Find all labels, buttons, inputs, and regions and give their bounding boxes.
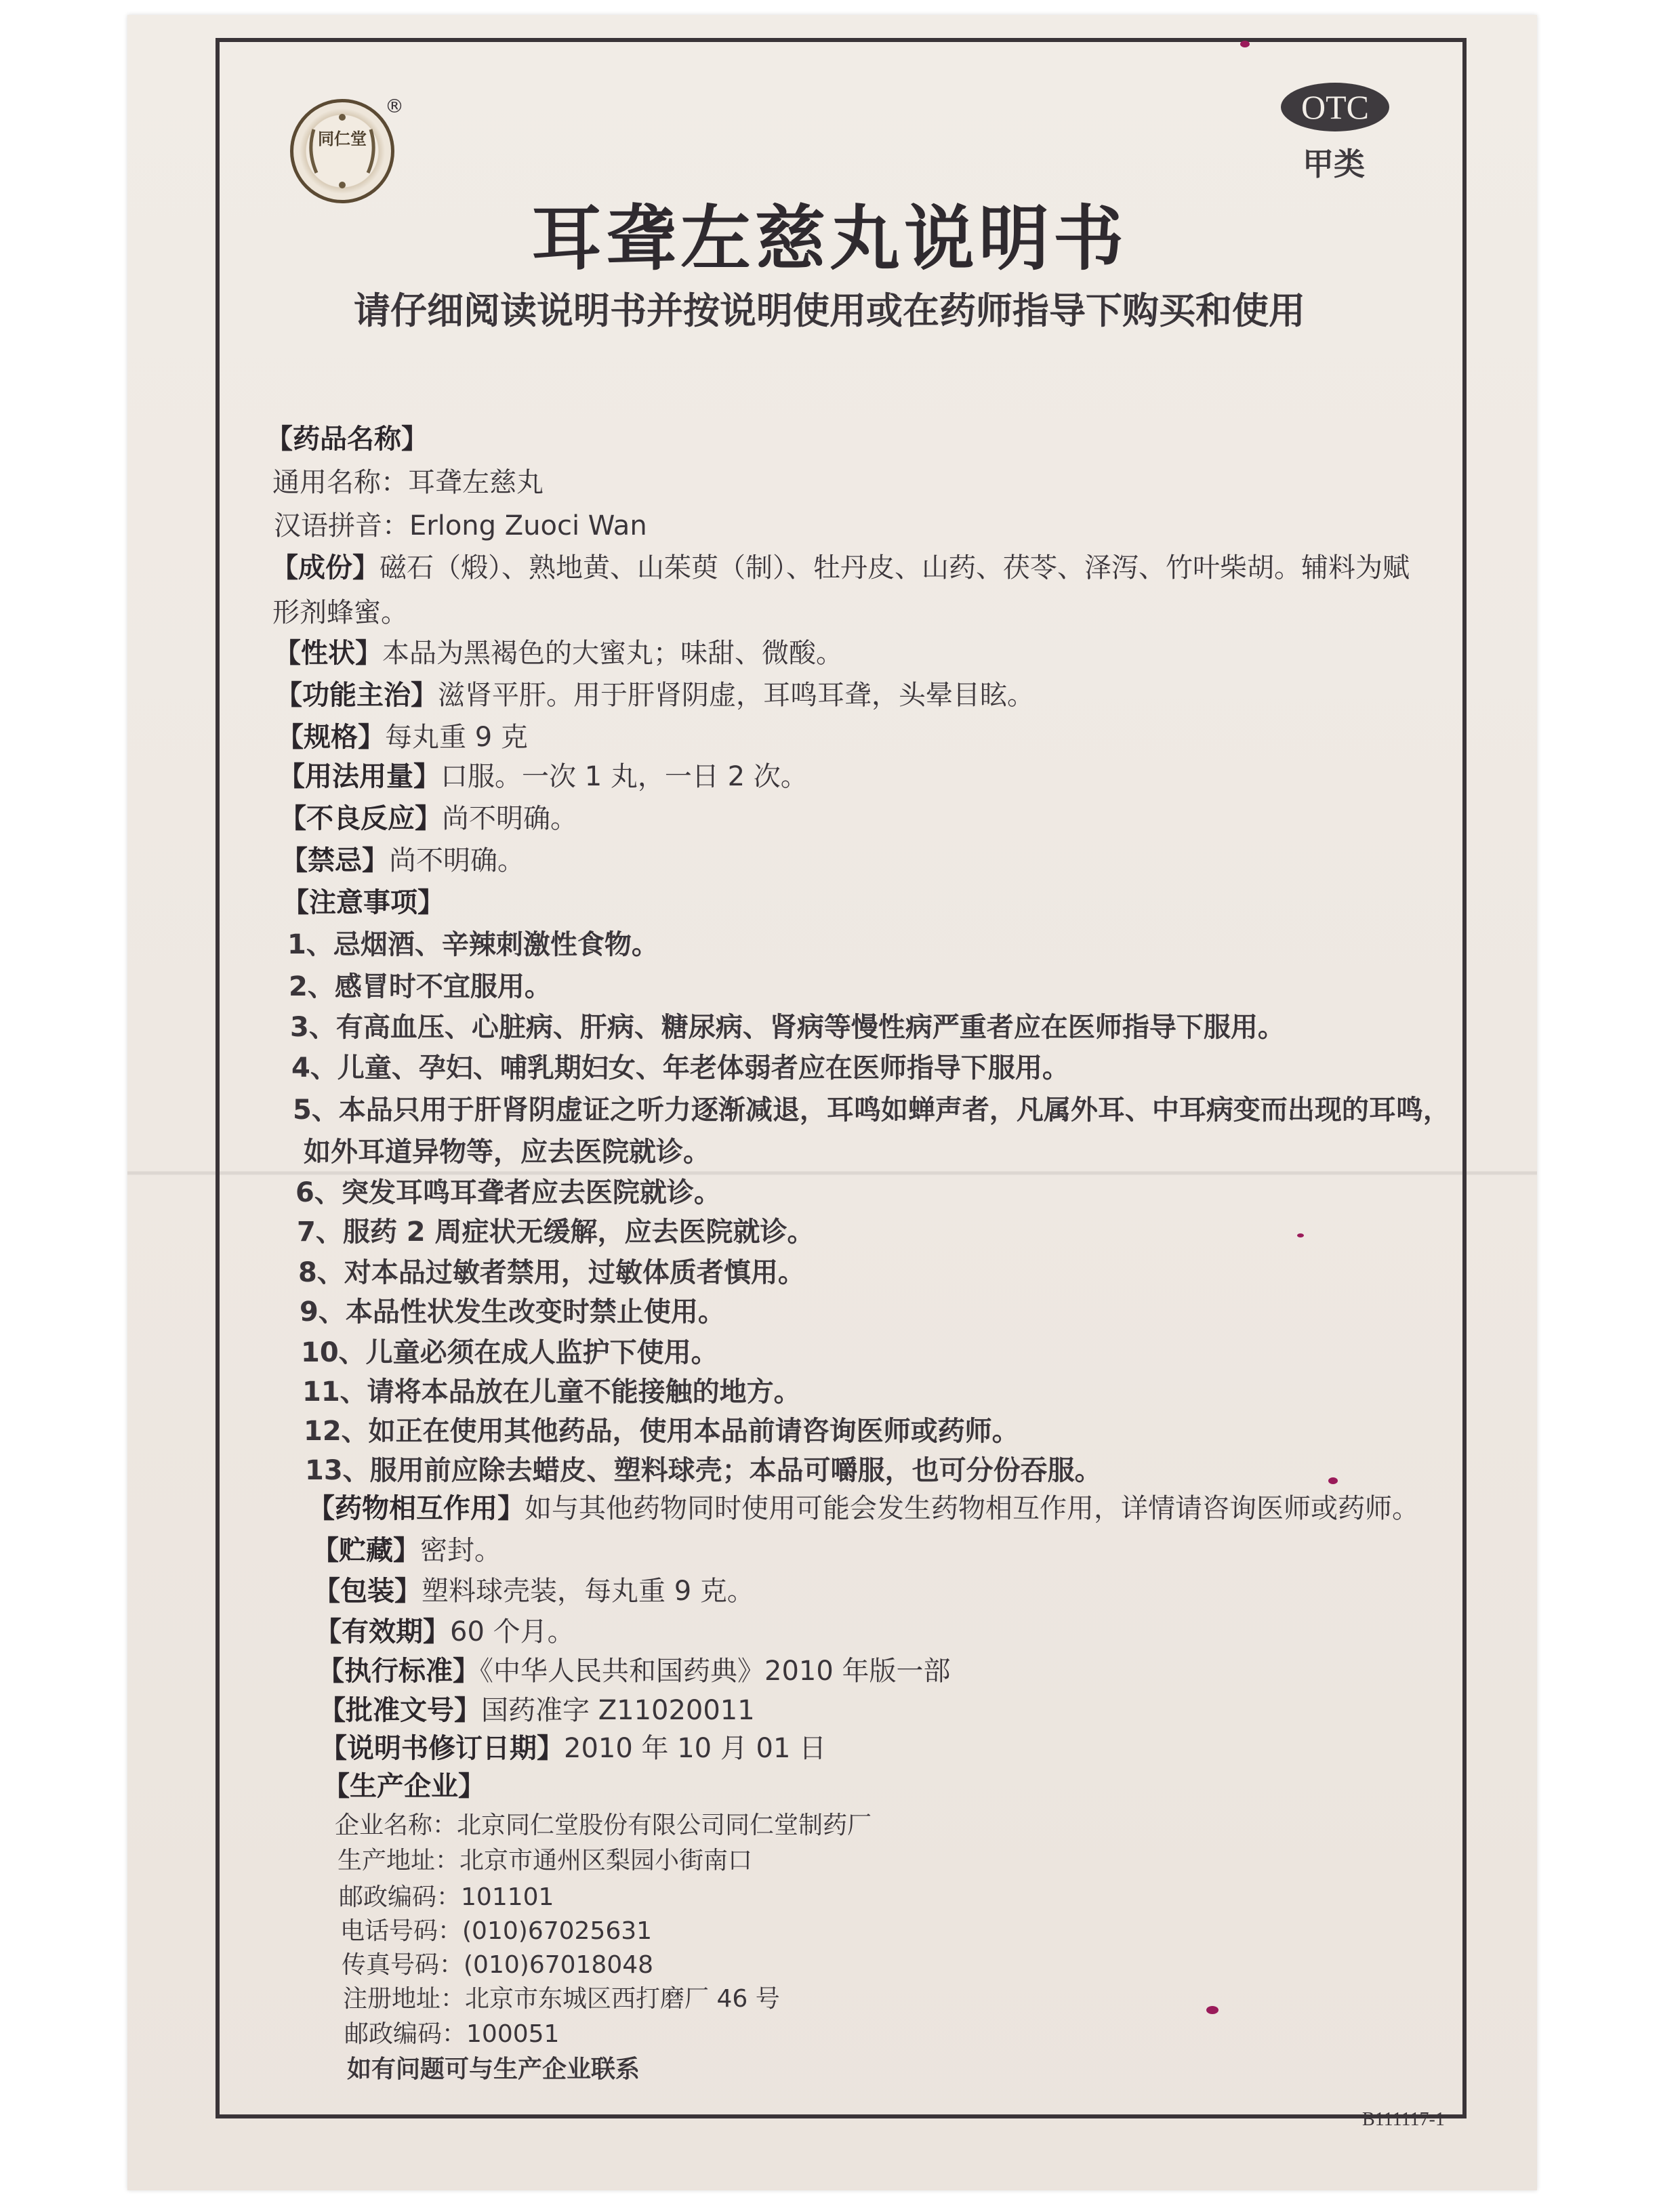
field-label: 邮政编码： [339,1883,462,1911]
section-character [274,640,843,667]
section-text: 磁石（煅）、熟地黄、山茱萸（制）、牡丹皮、山药、茯苓、泽泻、竹叶柴胡。辅料为赋 [380,552,1410,583]
section-heading: 【用法用量】 [278,761,441,792]
section-adverse-reactions [279,805,577,832]
precaution-item: 6、突发耳鸣耳聋者应去医院就诊。 [295,1177,721,1208]
precaution-item: 4、儿童、孕妇、哺乳期妇女、年老体弱者应在医师指导下服用。 [291,1052,1069,1084]
manufacturer-postcode-row [339,1885,554,1910]
field-value: (010)67018048 [464,1951,654,1979]
section-text: 2010 年 10 月 01 日 [564,1733,827,1764]
section-contraindications [281,847,525,874]
section-storage [312,1537,501,1564]
section-revision-date [320,1735,826,1762]
registered-mark: ® [385,95,404,117]
document-subtitle: 请仔细阅读说明书并按说明使用或在药师指导下购买和使用 [354,289,1305,332]
field-value: 耳聋左慈丸 [408,467,544,498]
field-label: 通用名称： [272,467,408,498]
otc-class-label: 甲类 [1303,146,1365,182]
precaution-item-continued: 如外耳道异物等，应去医院就诊。 [304,1136,710,1168]
section-heading: 【功能主治】 [275,680,438,711]
field-value: 100051 [466,2020,560,2048]
section-text: 国药准字 Z11020011 [481,1695,755,1726]
section-interactions [308,1495,1419,1522]
section-text: 密封。 [420,1535,501,1566]
ink-spot [1297,1233,1304,1237]
document-title: 耳聋左慈丸说明书 [531,197,1128,280]
section-drug-name [266,426,428,453]
field-value: 北京市通州区梨园小街南口 [459,1847,753,1875]
section-approval [319,1697,755,1724]
section-standard [317,1658,951,1685]
manufacturer-name-row [335,1811,872,1839]
precaution-item: 12、如正在使用其他药品，使用本品前请咨询医师或药师。 [304,1416,1019,1447]
section-heading: 【说明书修订日期】 [320,1733,564,1764]
field-label: 企业名称： [335,1811,457,1839]
precaution-item: 9、本品性状发生改变时禁止使用。 [300,1296,725,1328]
precaution-item: 10、儿童必须在成人监护下使用。 [301,1337,718,1368]
manufacturer-registered-address-row [343,1987,780,2011]
field-label: 邮政编码： [344,2020,467,2048]
section-heading: 【不良反应】 [279,803,442,834]
section-text: 如与其他药物同时使用可能会发生药物相互作用，详情请咨询医师或药师。 [525,1493,1419,1524]
section-text: 滋肾平肝。用于肝肾阴虚，耳鸣耳聋，头晕目眩。 [438,680,1034,711]
field-value: 北京同仁堂股份有限公司同仁堂制药厂 [457,1811,872,1839]
section-package [313,1578,754,1605]
field-value: 101101 [461,1883,554,1911]
manufacturer-fax-row [342,1953,653,1978]
precaution-item: 1、忌烟酒、辛辣刺激性食物。 [287,929,659,960]
section-heading: 【禁忌】 [281,845,389,876]
precaution-item: 7、服药 2 周症状无缓解，应去医院就诊。 [297,1216,815,1248]
section-heading: 【生产企业】 [323,1771,485,1802]
section-text: 60 个月。 [450,1616,575,1647]
section-text: 尚不明确。 [442,803,577,834]
generic-name-row [272,469,544,496]
section-text: 尚不明确。 [389,845,525,876]
field-label: 电话号码： [340,1917,463,1945]
section-validity [314,1618,575,1645]
precaution-item: 2、感冒时不宜服用。 [289,971,552,1002]
section-heading: 【药物相互作用】 [308,1493,525,1524]
section-heading: 【药品名称】 [266,424,428,455]
section-heading: 【注意事项】 [282,887,445,918]
field-label: 生产地址： [337,1847,460,1875]
logo-text: 同仁堂 [318,129,367,148]
section-heading: 【性状】 [274,638,382,669]
otc-badge: OTC [1281,83,1389,131]
section-dosage [278,763,808,790]
ink-spot [1240,41,1250,47]
precaution-item: 5、本品只用于肝肾阴虚证之听力逐渐减退，耳鸣如蝉声者，凡属外耳、中耳病变而出现的耳鸣， [293,1094,1450,1126]
section-heading: 【贮藏】 [312,1535,420,1566]
contact-note: 如有问题可与生产企业联系 [347,2055,640,2083]
section-composition [271,554,1410,581]
precaution-item: 3、有高血压、心脏病、肝病、糖尿病、肾病等慢性病严重者应在医师指导下服用。 [290,1012,1285,1043]
field-value: Erlong Zuoci Wan [409,510,647,541]
manufacturer-registered-postcode-row [344,2022,559,2047]
manufacturer-phone-row [340,1919,652,1944]
section-heading: 【执行标准】 [317,1656,480,1687]
section-heading: 【规格】 [276,722,385,753]
field-label: 传真号码： [342,1951,464,1979]
section-precautions [282,889,445,916]
field-label: 汉语拼音： [274,510,409,541]
section-text: 塑料球壳装，每丸重 9 克。 [422,1576,754,1607]
field-value: (010)67025631 [462,1917,653,1945]
field-value: 北京市东城区西打磨厂 46 号 [465,1985,780,2013]
manufacturer-address-row [337,1849,752,1873]
ink-spot [1206,2006,1218,2014]
section-text: 本品为黑褐色的大蜜丸；味甜、微酸。 [382,638,843,669]
section-text: 口服。一次 1 丸，一日 2 次。 [441,761,808,792]
pinyin-row [274,512,647,539]
precaution-item: 11、请将本品放在儿童不能接触的地方。 [302,1376,801,1408]
section-text: 形剂蜂蜜。 [272,597,408,628]
composition-continued [272,599,408,626]
section-heading: 【包装】 [313,1576,422,1607]
section-manufacturer [323,1773,485,1800]
section-heading: 【成份】 [271,552,380,583]
precaution-item: 8、对本品过敏者禁用，过敏体质者慎用。 [298,1257,805,1288]
document-code: B111117-1 [1362,2109,1445,2130]
section-text: 每丸重 9 克 [385,722,528,753]
section-text: 《中华人民共和国药典》2010 年版一部 [480,1656,951,1687]
section-indications [275,682,1034,709]
section-heading: 【批准文号】 [319,1695,481,1726]
ink-spot [1328,1477,1338,1484]
field-label: 注册地址： [343,1985,466,2013]
precaution-item: 13、服用前应除去蜡皮、塑料球壳；本品可嚼服，也可分份吞服。 [305,1455,1102,1486]
section-specification [276,724,528,751]
section-heading: 【有效期】 [314,1616,450,1647]
